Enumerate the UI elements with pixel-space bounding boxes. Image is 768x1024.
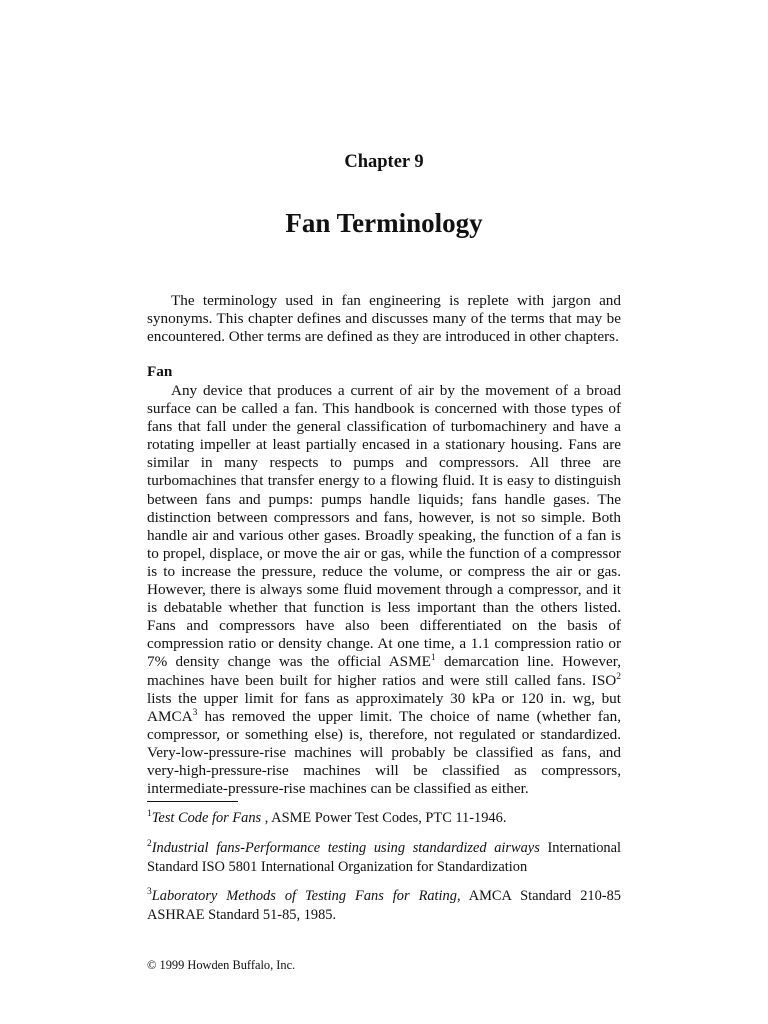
footnote-ref-3[interactable]: 3 (192, 707, 198, 718)
footnote-title: Test Code for Fans (151, 810, 262, 826)
intro-paragraph: The terminology used in fan engineering is replete with jargon and synonyms. This chapter defines and discusses many of the terms that may be encountered. Other terms are defined as they are introduced in other chapters. (147, 292, 621, 346)
fan-paragraph (147, 382, 621, 798)
footnote-title: Laboratory Methods of Testing Fans for Rating, (151, 888, 461, 904)
footnote-number: 2 (147, 839, 152, 849)
fan-paragraph-text-1: Any device that produces a current of air by the movement of a broad surface can be called a fan. This handbook is concerned with those types of fans that fall under the general classification of turbomachinery and have a rotating impeller at least partially encased in a stationary housing. Fans are similar in many respects to pumps and compressors. All three are turbomachines that transfer energy to a flowing fluid. It is easy to distinguish between fans and pumps: pumps handle liquids; fans handle gases. The distinction between compressors and fans, however, is not so simple. Both handle air and various other gases. Broadly speaking, the function of a fan is to propel, displace, or move the air or gas, while the function of a compressor is to increase the pressure, reduce the volume, or compress the air or gas. However, there is always some fluid movement through a compressor, and it is debatable whether that function is less important than the others listed. Fans and compressors have also been differentiated on the basis of compression ratio or density change. At one time, a 1.1 compression ratio or 7% density change was the official ASME (147, 382, 621, 671)
copyright-notice: © 1999 Howden Buffalo, Inc. (147, 958, 296, 972)
footnote-divider (147, 801, 238, 802)
fan-paragraph-text-2: demarcation line. However, machines have been built for higher ratios and were still called fans. ISO (147, 653, 621, 689)
footnote-text: , ASME Power Test Codes, PTC 11-1946. (261, 810, 507, 826)
fan-paragraph-text-4: has removed the upper limit. The choice of name (whether fan, compressor, or something else) is, therefore, not regulated or standardized. Very-low-pressure-rise machines will probably be classified as fans, and very-high-pressure-rise machines will be classified as compressors, intermediate-pressure-rise machines can be classified as either. (147, 707, 621, 798)
footnote-ref-1[interactable]: 1 (430, 653, 436, 664)
section-heading: Fan (147, 363, 173, 380)
footnote-number: 1 (147, 809, 152, 819)
chapter-label: Chapter 9 (344, 152, 424, 172)
footnote-title: Industrial fans-Performance testing using standardized airways (151, 840, 540, 856)
footnote-text: International Standard ISO 5801 International Organization for Standardization (147, 840, 621, 875)
footnote-number: 3 (147, 887, 152, 897)
chapter-title: Fan Terminology (285, 208, 483, 238)
fan-paragraph-text-3: lists the upper limit for fans as approximately 30 kPa or 120 in. wg, but AMCA (147, 689, 621, 725)
footnote-text: AMCA Standard 210-85 ASHRAE Standard 51-85, 1985. (147, 888, 621, 923)
footnote-1 (147, 809, 621, 828)
footnote-3 (147, 887, 621, 924)
footnote-2 (147, 839, 621, 876)
footnote-ref-2[interactable]: 2 (616, 671, 621, 682)
